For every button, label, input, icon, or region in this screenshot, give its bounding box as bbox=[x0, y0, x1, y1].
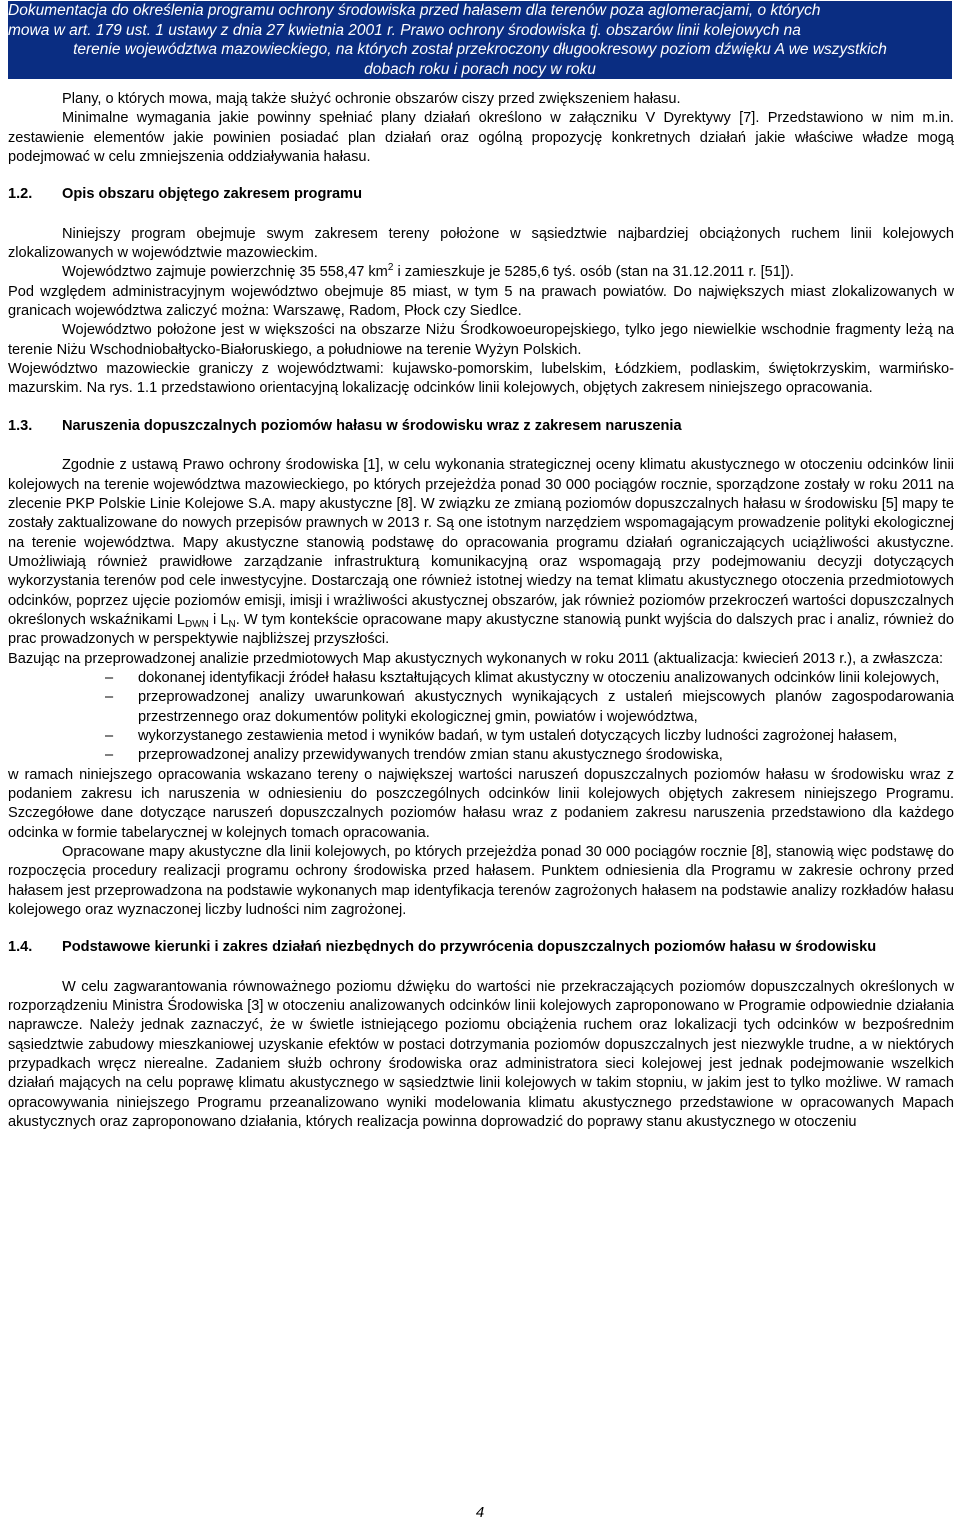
list-item: – wykorzystanego zestawienia metod i wyników badań, w tym ustaleń dotyczących liczby ludności zagrożonej hałasem, bbox=[8, 727, 954, 746]
s14-paragraph-1: W celu zagwarantowania równoważnego poziomu dźwięku do wartości nie przekraczających poziomów dopuszczalnych określonych w rozporządzeniu Ministra Środowiska [3] w otoczeniu analizowanych odcinków linii kolejowych zaproponowano w Programie odpowiednie działania naprawcze. Należy jednak zaznaczyć, że w świetle istniejącego poziomu obciążenia ruchem oraz lokalizacji tych odcinków w bezpośrednim sąsiedztwie zabudowy mieszkaniowej uzyskanie efektów w postaci dotrzymania poziomów dopuszczalnych jest niezwykle trudne, a w niektórych przypadkach wręcz nierealne. Zadaniem służb ochrony środowiska oraz administratora sieci kolejowej jest jednak podejmowanie wszelkich działań mających na celu poprawę klimatu akustycznego w sąsiedztwie linii kolejowych w takim stopniu, w jakim jest to tylko możliwe. W ramach opracowywania niniejszego Programu przeanalizowano wyniki modelowania klimatu akustycznego przedstawione w opracowanych Mapach akustycznych oraz zaproponowano działania, których realizacja powinna doprowadzić do poprawy stanu akustycznego w otoczeniu bbox=[8, 978, 954, 1131]
document-body bbox=[8, 90, 954, 1133]
intro-paragraph-1: Plany, o których mowa, mają także służyć ochronie obszarów ciszy przed zwiększeniem hałasu. bbox=[62, 91, 681, 107]
s12-paragraph-4: Województwo położone jest w większości na obszarze Niżu Środkowoeuropejskiego, tylko jego niewielkie wschodnie fragmenty leżą na terenie Niżu Wschodniobałtycko-Białoruskiego, a południowe na terenie Wyżyn Polskich. bbox=[8, 322, 954, 358]
list-item: – dokonanej identyfikacji źródeł hałasu kształtujących klimat akustyczny w otoczeniu analizowanych odcinków linii kolejowych, bbox=[8, 669, 954, 688]
s13-paragraph-1: Zgodnie z ustawą Prawo ochrony środowiska [1], w celu wykonania strategicznej oceny klimatu akustycznego w otoczeniu odcinków linii kolejowych na terenie województwa mazowieckiego, po których przejeżdża ponad 30 000 pociągów rocznie, sporządzone zostały w roku 2011 na zlecenie PKP Polskie Linie Kolejowe S.A. mapy akustyczne [8]. W związku ze zmianą poziomów dopuszczalnych hałasu w środowisku [5] mapy te zostały zaktualizowane do nowych przepisów prawnych w 2013 r. Są one istotnym narzędziem wspomagającym prowadzenie polityki ekologicznej na terenie województwa. Mapy akustyczne stanowią podstawę do opracowania programu działań ograniczających uciążliwości akustyczne. Umożliwiają również prawidłowe zarządzanie infrastrukturą komunikacyjną oraz wspomagają przy podejmowaniu decyzji dotyczących wykorzystania terenów pod cele inwestycyjne. Dostarczają one również istotnej wiedzy na temat klimatu akustycznego otoczenia przedmiotowych odcinków, poprzez ujęcie poziomów emisji, imisji i wrażliwości akustycznej obszarów, jak również poziomów przekroczeń wartości dopuszczalnych określonych wskaźnikami $L_{DWN}$ i $L_N$. W tym kontekście opracowane mapy akustyczne stanowią punkt wyjścia do dalszych prac i analiz, również do prac prowadzonych w perspektywie najbliższej przyszłości. bbox=[8, 457, 954, 648]
s12-paragraph-5: Województwo mazowieckie graniczy z województwami: kujawsko-pomorskim, lubelskim, Łódzkiem, podlaskim, świętokrzyskim, warmińsko-mazurskim. Na rys. 1.1 przedstawiono orientacyjną lokalizację odcinków linii kolejowych, objętych zakresem niniejszego opracowania. bbox=[8, 361, 954, 397]
s13-paragraph-4: Opracowane mapy akustyczne dla linii kolejowych, po których przejeżdża ponad 30 000 pociągów rocznie [8], stanowią więc podstawę do rozpoczęcia procedury realizacji programu ochrony środowiska przed hałasem. Punktem odniesienia dla Programu w zakresie ochrony przed hałasem jest przeprowadzona na podstawie wykonanych map identyfikacja terenów zagrożonych hałasem na podstawie analizy rozkładów hałasu kolejowego oraz wyznaczonej liczby ludności nim zagrożonej. bbox=[8, 844, 954, 919]
s12-paragraph-1: Niniejszy program obejmuje swym zakresem tereny położone w sąsiedztwie najbardziej obciążonych ruchem linii kolejowych zlokalizowanych w województwie mazowieckim. bbox=[8, 225, 954, 262]
s12-paragraph-2: Województwo zajmuje powierzchnię 35 558,47 $km^2$ i zamieszkuje je 5285,6 tyś. osób (stan na 31.12.2011 r. [51]). bbox=[62, 262, 794, 281]
page-number: 4 bbox=[475, 1504, 485, 1521]
section-title: Naruszenia dopuszczalnych poziomów hałasu w środowisku wraz z zakresem naruszenia bbox=[62, 417, 682, 434]
s13-paragraph-2: Bazując na przeprowadzonej analizie przedmiotowych Map akustycznych wykonanych w roku 2011 (aktualizacja: kwiecień 2013 r.), a zwłaszcza: bbox=[8, 650, 943, 667]
section-title: Opis obszaru objętego zakresem programu bbox=[62, 186, 363, 203]
section-title: Podstawowe kierunki i zakres działań niezbędnych do przywrócenia dopuszczalnych poziomów hałasu w środowisku bbox=[62, 939, 877, 956]
intro-paragraph-2: Minimalne wymagania jakie powinny spełniać plany działań określono w załączniku V Dyrektywy [7]. Przedstawiono w nim m.in. zestawienie elementów jakie powinien posiadać plan działań oraz ogólną propozycję konkretnych działań jakie właściwe władze mogą podejmować w celu zmniejszenia oddziaływania hałasu. bbox=[8, 110, 954, 166]
section-heading-1-4 bbox=[8, 938, 954, 957]
dash-bullet: – bbox=[105, 689, 114, 706]
s13-dash-list bbox=[8, 669, 954, 766]
s13-paragraph-3: w ramach niniejszego opracowania wskazano tereny o największej wartości naruszeń dopuszczalnych poziomów hałasu w środowisku wraz z podaniem zakresu ich naruszenia w odniesieniu do poszczególnych odcinków linii kolejowych objętych zakresem niniejszego Programu. Szczegółowe dane dotyczące naruszeń dopuszczalnych poziomów hałasu wraz z podaniem zakresu naruszenia przedstawiono dla każdego odcinka w formie tabelarycznej w kolejnych tomach opracowania. bbox=[8, 766, 954, 841]
list-item: – przeprowadzonej analizy uwarunkowań akustycznych wynikających z ustaleń miejscowych planów zagospodarowania przestrzennego oraz dokumentów polityki ekologicznej gmin, powiatów i województwa, bbox=[105, 689, 954, 725]
header-line-3: terenie województwa mazowieckiego, na których został przekroczony długookresowy poziom dźwięku A we wszystkich bbox=[73, 41, 887, 58]
section-number: 1.3. bbox=[8, 417, 33, 434]
dash-bullet: – bbox=[105, 747, 114, 764]
section-number: 1.4. bbox=[8, 939, 33, 956]
dash-bullet: – bbox=[105, 669, 114, 686]
section-heading-1-2 bbox=[8, 185, 954, 204]
header-line-4: dobach roku i porach nocy w roku bbox=[364, 60, 596, 78]
header-line-2: mowa w art. 179 ust. 1 ustawy z dnia 27 kwietnia 2001 r. Prawo ochrony środowiska tj. obszarów linii kolejowych na bbox=[8, 21, 801, 39]
s12-paragraph-3: Pod względem administracyjnym województwo obejmuje 85 miast, w tym 5 na prawach powiatów. Do największych miast zlokalizowanych w granicach województwa zaliczyć można: Warszawę, Radom, Płock czy Siedlce. bbox=[8, 283, 954, 320]
section-number: 1.2. bbox=[8, 186, 33, 203]
section-heading-1-3 bbox=[8, 417, 954, 436]
dash-bullet: – bbox=[105, 727, 114, 744]
header-line-1: Dokumentacja do określenia programu ochrony środowiska przed hałasem dla terenów poza aglomeracjami, o których bbox=[8, 2, 821, 19]
document-header bbox=[8, 1, 952, 79]
list-item: – przeprowadzonej analizy przewidywanych trendów zmian stanu akustycznego środowiska, bbox=[8, 746, 954, 765]
